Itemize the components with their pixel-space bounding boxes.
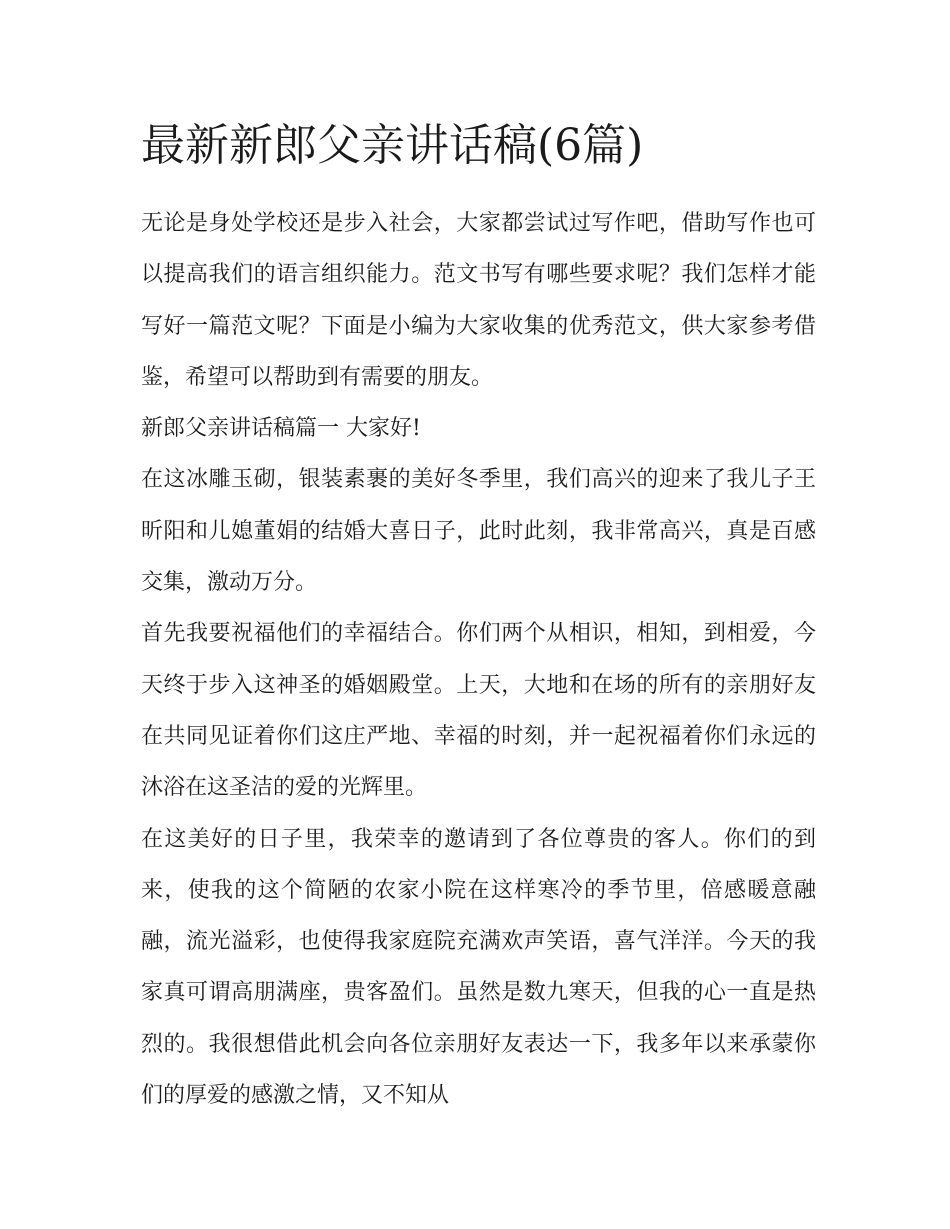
document-title: 最新新郎父亲讲话稿(6篇) xyxy=(141,120,644,171)
paragraph-blessing: 首先我要祝福他们的幸福结合。你们两个从相识，相知，到相爱，今天终于步入这神圣的婚姻殿堂。上天，大地和在场的所有的亲朋好友在共同见证着你们这庄严地、幸福的时刻，并一起祝福着你们永远的沐浴在这圣洁的爱的光辉里。 xyxy=(141,621,816,801)
paragraph-winter-greeting: 在这冰雕玉砌，银装素裹的美好冬季里，我们高兴的迎来了我儿子王昕阳和儿媳董娟的结婚大喜日子，此时此刻，我非常高兴，真是百感交集，激动万分。 xyxy=(141,467,816,596)
paragraph-intro: 无论是身处学校还是步入社会，大家都尝试过写作吧，借助写作也可以提高我们的语言组织能力。范文书写有哪些要求呢？我们怎样才能写好一篇范文呢？下面是小编为大家收集的优秀范文，供大家参考借鉴，希望可以帮助到有需要的朋友。 xyxy=(141,211,816,390)
paragraph-guests: 在这美好的日子里，我荣幸的邀请到了各位尊贵的客人。你们的到来，使我的这个简陋的农家小院在这样寒冷的季节里，倍感暖意融融，流光溢彩，也使得我家庭院充满欢声笑语，喜气洋洋。今天的我家真可谓高朋满座，贵客盈们。虽然是数九寒天，但我的心一直是热烈的。我很想借此机会向各位亲朋好友表达一下，我多年以来承蒙你们的厚爱的感激之情，又不知从 xyxy=(141,826,816,1109)
document-body xyxy=(141,198,816,1121)
paragraph-section-heading: 新郎父亲讲话稿篇一 大家好! xyxy=(141,416,421,442)
